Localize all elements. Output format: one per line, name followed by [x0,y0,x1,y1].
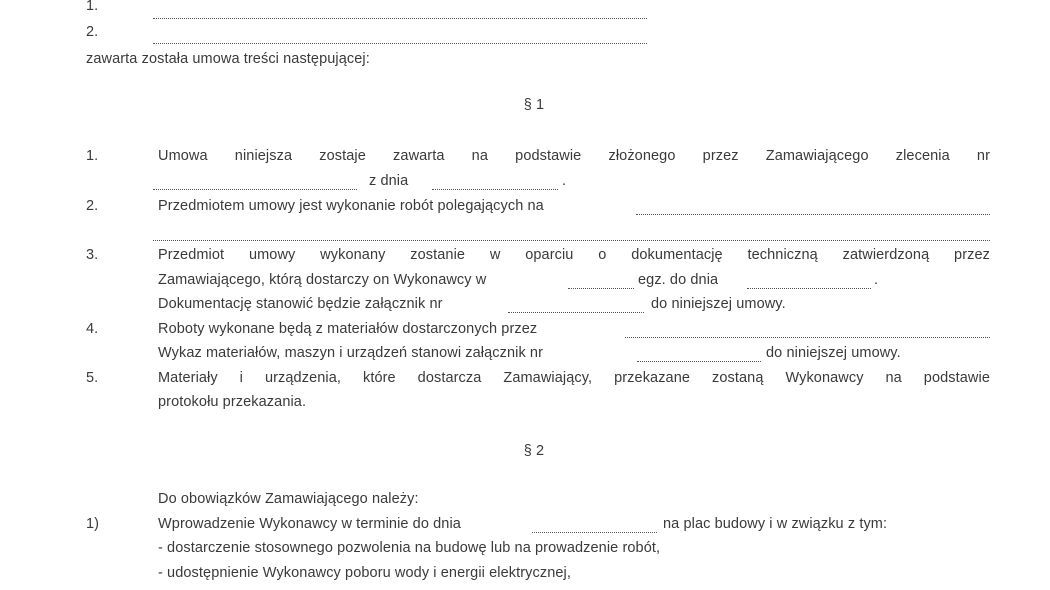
item-3-line3-end: do niniejszej umowy. [651,296,786,312]
concluded-text: zawarta została umowa treści następującej: [86,51,370,67]
copies-blank [568,276,634,289]
date-label: z dnia [369,173,409,189]
doc-date-period: . [874,272,879,288]
section-2-intro: Do obowiązków Zamawiającego należy: [158,491,419,507]
section-2-title: § 2 [523,443,545,459]
item-1-number: 1. [86,148,99,164]
item-3-number: 3. [86,247,99,263]
item-3-line2-text: Zamawiającego, którą dostarczy on Wykonawcy w [158,272,487,288]
item-2-number: 2. [86,198,99,214]
item-5-number: 5. [86,370,99,386]
works-description-blank-2 [153,228,990,241]
party-number-1: 1. [86,0,99,14]
works-description-blank [636,202,990,215]
item-5-line2: protokołu przekazania. [158,394,307,410]
materials-attachment-blank [637,349,761,362]
s2-bullet-2: - udostępnienie Wykonawcy poboru wody i energii elektrycznej, [158,565,571,581]
section-1-title: § 1 [523,97,545,113]
item-3-text: Przedmiot umowy wykonany zostanie w oparciu o dokumentację techniczną zatwierdzoną przez [158,247,990,263]
item-4-number: 4. [86,321,99,337]
item-4-line2-text: Wykaz materiałów, maszyn i urządzeń stanowi załącznik nr [158,345,544,361]
s2-item-1-number: 1) [86,516,100,532]
party-number-2: 2. [86,24,99,40]
handover-date-blank [532,520,657,533]
item-2-text: Przedmiotem umowy jest wykonanie robót polegających na [158,198,544,214]
s2-item-1-text: Wprowadzenie Wykonawcy w terminie do dnia [158,516,461,532]
s2-item-1-end: na plac budowy i w związku z tym: [663,516,888,532]
item-3-copies-label: egz. do dnia [638,272,719,288]
item-5-text: Materiały i urządzenia, które dostarcza Zamawiający, przekazane zostaną Wykonawcy na podstawie [158,370,990,386]
order-date-period: . [562,173,567,189]
materials-supplier-blank [625,325,990,338]
s2-bullet-1: - dostarczenie stosownego pozwolenia na budowę lub na prowadzenie robót, [158,540,661,556]
attachment-number-blank [508,300,644,313]
order-number-blank [153,177,357,190]
documentation-date-blank [747,276,871,289]
item-4-line2-end: do niniejszej umowy. [766,345,901,361]
item-4-text: Roboty wykonane będą z materiałów dostarczonych przez [158,321,538,337]
party-2-blank [153,31,647,44]
item-3-line3-text: Dokumentację stanowić będzie załącznik nr [158,296,443,312]
order-date-blank [432,177,558,190]
party-1-blank [153,6,647,19]
item-1-text: Umowa niniejsza zostaje zawarta na podstawie złożonego przez Zamawiającego zlecenia nr [158,148,990,164]
